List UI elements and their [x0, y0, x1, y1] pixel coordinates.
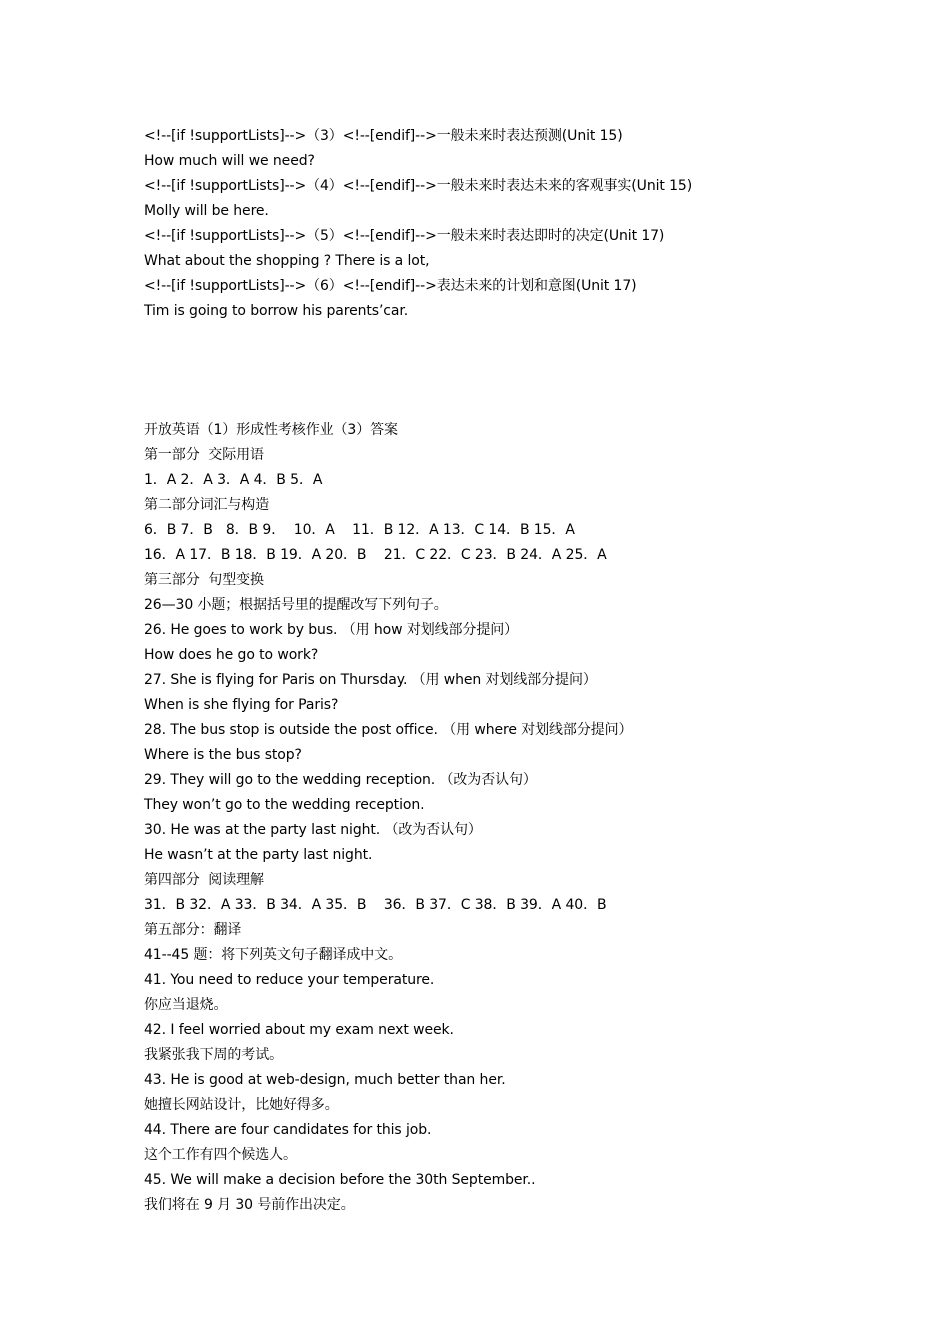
question-30: 30. He was at the party last night. （改为否认句）: [144, 822, 482, 838]
note-heading-5: <!--[if !supportLists]-->（5）<!--[endif]-->一般未来时表达即时的决定(Unit 17): [144, 228, 665, 244]
part-2-answers-a: 6．B 7．B 8．B 9． 10．A 11．B 12．A 13．C 14．B 15．A: [144, 522, 575, 538]
note-example-3: How much will we need?: [144, 153, 315, 169]
note-heading-4: <!--[if !supportLists]-->（4）<!--[endif]-->一般未来时表达未来的客观事实(Unit 15): [144, 178, 693, 194]
note-example-4: Molly will be here.: [144, 203, 269, 219]
question-28: 28. The bus stop is outside the post office. （用 where 对划线部分提问）: [144, 722, 633, 738]
note-example-5: What about the shopping ? There is a lot,: [144, 253, 430, 269]
answer-42: 我紧张我下周的考试。: [144, 1047, 283, 1063]
answer-43: 她擅长网站设计，比她好得多。: [144, 1097, 339, 1113]
question-43: 43. He is good at web-design, much better than her.: [144, 1072, 506, 1088]
answer-27: When is she flying for Paris?: [144, 697, 339, 713]
note-heading-3: <!--[if !supportLists]-->（3）<!--[endif]-->一般未来时表达预测(Unit 15): [144, 128, 623, 144]
part-3-heading: 第三部分 句型变换: [144, 572, 264, 588]
question-41: 41. You need to reduce your temperature.: [144, 972, 435, 988]
part-2-heading: 第二部分词汇与构造: [144, 497, 270, 513]
grammar-notes-section: [144, 124, 924, 324]
answer-key-title: 开放英语（1）形成性考核作业（3）答案: [144, 422, 398, 438]
part-1-heading: 第一部分 交际用语: [144, 447, 264, 463]
note-heading-6: <!--[if !supportLists]-->（6）<!--[endif]-->表达未来的计划和意图(Unit 17): [144, 278, 637, 294]
question-42: 42. I feel worried about my exam next week.: [144, 1022, 454, 1038]
answer-26: How does he go to work?: [144, 647, 319, 663]
answer-41: 你应当退烧。: [144, 997, 228, 1013]
answer-29: They won’t go to the wedding reception.: [144, 797, 425, 813]
question-44: 44. There are four candidates for this job.: [144, 1122, 432, 1138]
part-4-heading: 第四部分 阅读理解: [144, 872, 264, 888]
question-26: 26. He goes to work by bus. （用 how 对划线部分提问）: [144, 622, 519, 638]
answer-key-section: [144, 418, 924, 1218]
answer-30: He wasn’t at the party last night.: [144, 847, 373, 863]
part-5-heading: 第五部分：翻译: [144, 922, 242, 938]
part-2-answers-b: 16．A 17．B 18．B 19．A 20．B 21．C 22．C 23．B 24．A 25．A: [144, 547, 607, 563]
answer-44: 这个工作有四个候选人。: [144, 1147, 297, 1163]
note-example-6: Tim is going to borrow his parents’car.: [144, 303, 409, 319]
answer-28: Where is the bus stop?: [144, 747, 302, 763]
part-5-instruction: 41--45 题：将下列英文句子翻译成中文。: [144, 947, 402, 963]
question-27: 27. She is flying for Paris on Thursday. （用 when 对划线部分提问）: [144, 672, 597, 688]
answer-45: 我们将在 9 月 30 号前作出决定。: [144, 1197, 355, 1213]
part-1-answers: 1．A 2．A 3．A 4．B 5．A: [144, 472, 323, 488]
part-4-answers: 31．B 32．A 33．B 34．A 35．B 36．B 37．C 38．B 39．A 40．B: [144, 897, 607, 913]
part-3-instruction: 26—30 小题；根据括号里的提醒改写下列句子。: [144, 597, 448, 613]
question-45: 45. We will make a decision before the 30th September..: [144, 1172, 536, 1188]
question-29: 29. They will go to the wedding reception. （改为否认句）: [144, 772, 537, 788]
